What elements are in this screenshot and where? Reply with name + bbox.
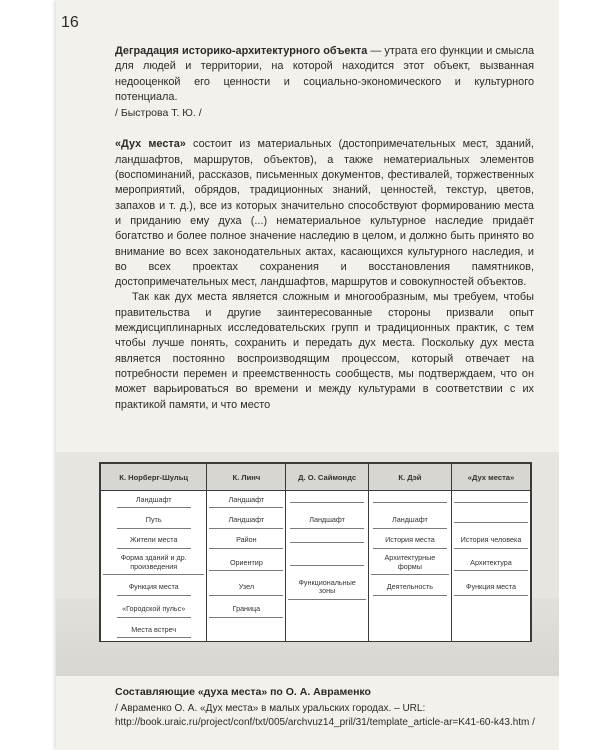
table-cell-text: Ландшафт: [290, 514, 364, 529]
table-row: [101, 552, 531, 576]
definition-degradation: [115, 44, 534, 105]
table-cell-text: Функция места: [117, 581, 191, 596]
table-cell: [451, 552, 530, 576]
page-number: 16: [61, 14, 79, 31]
table-header: Д. О. Саймондс: [286, 464, 368, 491]
table-cell-text: [290, 607, 364, 612]
table-cell: [207, 621, 286, 641]
table-header: К. Дэй: [368, 464, 451, 491]
table-cell: [207, 531, 286, 551]
table-cell-text: История человека: [454, 534, 528, 549]
table-cell: [101, 621, 207, 641]
table-cell: [286, 576, 368, 600]
table-cell-text: Ландшафт: [117, 494, 191, 509]
table-cell-text: [290, 497, 364, 503]
table-caption: Составляющие «духа места» по О. А. Авраменко: [115, 686, 371, 698]
body-paragraph: Так как дух места является сложным и многообразным, мы требуем, чтобы правительства и другие заинтересованные стороны призвали опыт междисциплинарных исследовательских групп и традиционных практик, с тем чтобы лучше понять, сохранить и передать дух места. Поскольку дух места является постоянно воспроизводящим процессом, который отвечает на потребности перемен и преемственность сообществ, мы подтверждаем, что он может варьироваться во времени и между культурами в соответствии с их практикой памяти, и что место: [115, 291, 534, 411]
table-cell-text: [290, 560, 364, 566]
table-cell: [286, 621, 368, 641]
table-cell-text: [454, 628, 528, 633]
table-row: [101, 511, 531, 531]
table-cell-text: [373, 607, 447, 612]
table-cell: [368, 511, 451, 531]
reference-note: / Авраменко О. А. «Дух места» в малых уральских городах. – URL: http://book.uraic.ru/project/conf/txt/005/archvuz14_pril/31/template_article-ar=K41-60-k43.htm /: [115, 703, 535, 728]
table-cell-text: Район: [209, 534, 283, 549]
table-cell: [207, 552, 286, 576]
table-cell-text: Места встреч: [117, 624, 191, 639]
definition-spirit-of-place: [115, 137, 534, 290]
table-header-row: [101, 464, 531, 491]
table-cell: [451, 491, 530, 512]
table-cell: [101, 576, 207, 600]
table-cell-text: История места: [373, 534, 447, 549]
table-cell: [207, 576, 286, 600]
table-row: [101, 621, 531, 641]
table-cell: [207, 601, 286, 621]
table-cell-text: [454, 607, 528, 612]
definition-author: / Быстрова Т. Ю. /: [115, 107, 202, 120]
table-cell-text: Функциональные зоны: [288, 577, 365, 600]
table-cell-text: [373, 628, 447, 633]
table-cell: [286, 552, 368, 576]
table-cell: [101, 531, 207, 551]
table-cell: [286, 491, 368, 512]
table-row: [101, 576, 531, 600]
table-cell-text: [209, 628, 283, 633]
table-cell-text: Деятельность: [373, 581, 447, 596]
table-cell-text: [454, 497, 528, 503]
table-cell: [451, 576, 530, 600]
table-cell: [368, 552, 451, 576]
table-cell: [286, 531, 368, 551]
page-content: [115, 44, 534, 413]
components-table: [100, 463, 531, 641]
table-cell: [101, 601, 207, 621]
table-cell: [451, 531, 530, 551]
table-cell-text: Ориентир: [209, 557, 283, 572]
spirit-of-place-table: [99, 462, 532, 642]
table-cell-text: Форма зданий и др. произведения: [103, 552, 204, 575]
table-cell: [207, 511, 286, 531]
table-cell: [101, 511, 207, 531]
definition-text: — утрата его функции и смысла для людей и территории, на которой находится этот объект, вызванная недооценкой его ценности и социально-экономического и культурного потенциала.: [115, 45, 534, 103]
table-row: [101, 491, 531, 512]
table-cell-text: Архитектура: [454, 557, 528, 572]
table-cell: [286, 601, 368, 621]
table-cell-text: Путь: [117, 514, 191, 529]
table-cell-text: Ландшафт: [373, 514, 447, 529]
table-cell: [101, 491, 207, 512]
table-cell: [207, 491, 286, 512]
table-header: «Дух места»: [451, 464, 530, 491]
table-cell: [368, 531, 451, 551]
definition-text: состоит из материальных (достопримечательных мест, зданий, ландшафтов, маршрутов, объектов), а также нематериальных элементов (воспоминаний, рассказов, письменных документов, фестивалей, торжественных мероприятий, обрядов, традиционных знаний, ценностей, текстур, цветов, запахов и т. д.), все из которых значительно способствуют формированию места и приданию ему духа (...) нематериальное культурное наследие придаёт богатство и более полное значение наследию в целом, и должно быть принято во внимание во всех законодательных актах, касающихся культурного наследия, и во всех проектах сохранения и восстановления памятников, достопримечательных мест, ландшафтов, маршрутов и совокупностей объектов.: [115, 138, 534, 289]
table-cell-text: [290, 628, 364, 633]
table-cell-text: Жители места: [117, 534, 191, 549]
table-cell: [451, 621, 530, 641]
table-cell-text: [454, 517, 528, 523]
table-cell-text: Граница: [209, 603, 283, 618]
table-cell: [368, 491, 451, 512]
table-cell-text: [373, 497, 447, 503]
table-row: [101, 601, 531, 621]
definition-term: Деградация историко-архитектурного объекта: [115, 45, 368, 57]
table-cell-text: Функция места: [454, 581, 528, 596]
table-cell-text: Архитектурные формы: [371, 552, 449, 575]
table-row: [101, 531, 531, 551]
table-cell: [101, 552, 207, 576]
table-cell-text: «Городской пульс»: [117, 603, 191, 618]
definition-term: «Дух места»: [115, 138, 186, 151]
table-cell-text: [290, 537, 364, 543]
table-cell: [451, 511, 530, 531]
table-cell-text: Ландшафт: [209, 514, 283, 529]
table-header: К. Норберг-Шульц: [101, 464, 207, 491]
table-cell-text: Ландшафт: [209, 494, 283, 509]
table-cell: [368, 621, 451, 641]
table-cell: [286, 511, 368, 531]
table-cell: [368, 576, 451, 600]
table-cell: [368, 601, 451, 621]
table-header: К. Линч: [207, 464, 286, 491]
table-cell: [451, 601, 530, 621]
table-cell-text: Узел: [209, 581, 283, 596]
